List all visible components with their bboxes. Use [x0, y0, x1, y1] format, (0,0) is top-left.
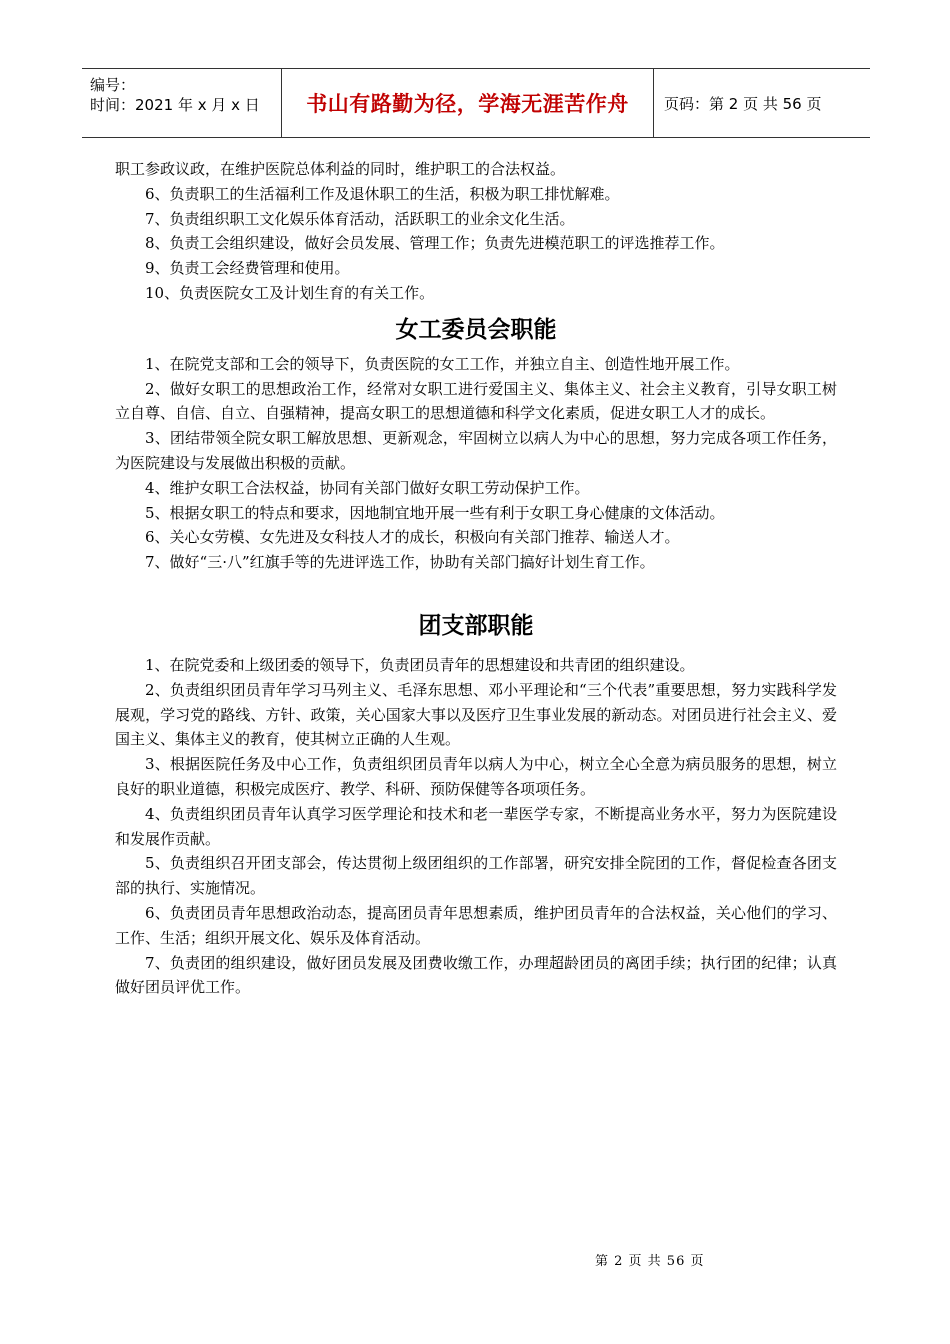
paragraph: 6、关心女劳模、女先进及女科技人才的成长，积极向有关部门推荐、输送人才。 — [145, 528, 680, 547]
page-header — [82, 68, 870, 138]
paragraph: 8、负责工会组织建设，做好会员发展、管理工作；负责先进模范职工的评选推荐工作。 — [145, 234, 725, 253]
section-heading-youth-league: 团支部职能 — [418, 612, 534, 639]
paragraph: 1、在院党支部和工会的领导下，负责医院的女工工作，并独立自主、创造性地开展工作。 — [145, 354, 740, 373]
paragraph: 7、负责团的组织建设，做好团员发展及团费收缴工作，办理超龄团员的离团手续；执行团的纪律；认真做好团员评优工作。 — [115, 953, 837, 997]
paragraph: 4、维护女职工合法权益，协同有关部门做好女职工劳动保护工作。 — [145, 478, 590, 497]
paragraph: 2、做好女职工的思想政治工作，经常对女职工进行爱国主义、集体主义、社会主义教育，引导女职工树立自尊、自信、自立、自强精神，提高女职工的思想道德和科学文化素质，促进女职工人才的成长。 — [115, 379, 837, 423]
paragraph: 7、负责组织职工文化娱乐体育活动，活跃职工的业余文化生活。 — [145, 209, 575, 228]
paragraph: 5、负责组织召开团支部会，传达贯彻上级团组织的工作部署，研究安排全院团的工作，督促检查各团支部的执行、实施情况。 — [115, 854, 837, 898]
time-line: 时间：2021 年 x 月 x 日 — [90, 96, 260, 114]
paragraph: 4、负责组织团员青年认真学习医学理论和技术和老一辈医学专家，不断提高业务水平，努力为医院建设和发展作贡献。 — [115, 804, 837, 848]
page-footer: 第 2 页 共 56 页 — [595, 1254, 705, 1269]
paragraph: 1、在院党委和上级团委的领导下，负责团员青年的思想建设和共青团的组织建设。 — [145, 655, 695, 674]
paragraph: 3、根据医院任务及中心工作，负责组织团员青年以病人为中心，树立全心全意为病员服务的思想，树立良好的职业道德，积极完成医疗、教学、科研、预防保健等各项项任务。 — [115, 755, 837, 798]
paragraph: 9、负责工会经费管理和使用。 — [145, 259, 350, 278]
section-heading-women-committee: 女工委员会职能 — [395, 316, 557, 343]
paragraph: 10、负责医院女工及计划生育的有关工作。 — [145, 283, 435, 302]
paragraph: 职工参政议政，在维护医院总体利益的同时，维护职工的合法权益。 — [115, 160, 566, 178]
header-page-info: 页码：第 2 页 共 56 页 — [664, 94, 822, 113]
paragraph: 6、负责团员青年思想政治动态，提高团员青年思想素质，维护团员青年的合法权益，关心他们的学习、工作、生活；组织开展文化、娱乐及体育活动。 — [115, 903, 837, 947]
paragraph: 5、根据女职工的特点和要求，因地制宜地开展一些有利于女职工身心健康的文体活动。 — [145, 503, 725, 522]
paragraph: 2、负责组织团员青年学习马列主义、毛泽东思想、邓小平理论和“三个代表”重要思想，努力实践科学发展观，学习党的路线、方针、政策，关心国家大事以及医疗卫生事业发展的新动态。对团员进行社会主义、爱国主义、集体主义的教育，使其树立正确的人生观。 — [115, 680, 837, 749]
header-motto: 书山有路勤为径，学海无涯苦作舟 — [282, 69, 654, 137]
header-meta — [82, 69, 282, 137]
paragraph: 7、做好“三·八”红旗手等的先进评选工作，协助有关部门搞好计划生育工作。 — [145, 553, 655, 572]
number-label: 编号： — [90, 76, 136, 94]
paragraph: 3、团结带领全院女职工解放思想、更新观念，牢固树立以病人为中心的思想，努力完成各项工作任务，为医院建设与发展做出积极的贡献。 — [115, 429, 837, 472]
document-body — [115, 157, 837, 1000]
paragraph: 6、负责职工的生活福利工作及退休职工的生活，积极为职工排忧解难。 — [145, 184, 620, 203]
